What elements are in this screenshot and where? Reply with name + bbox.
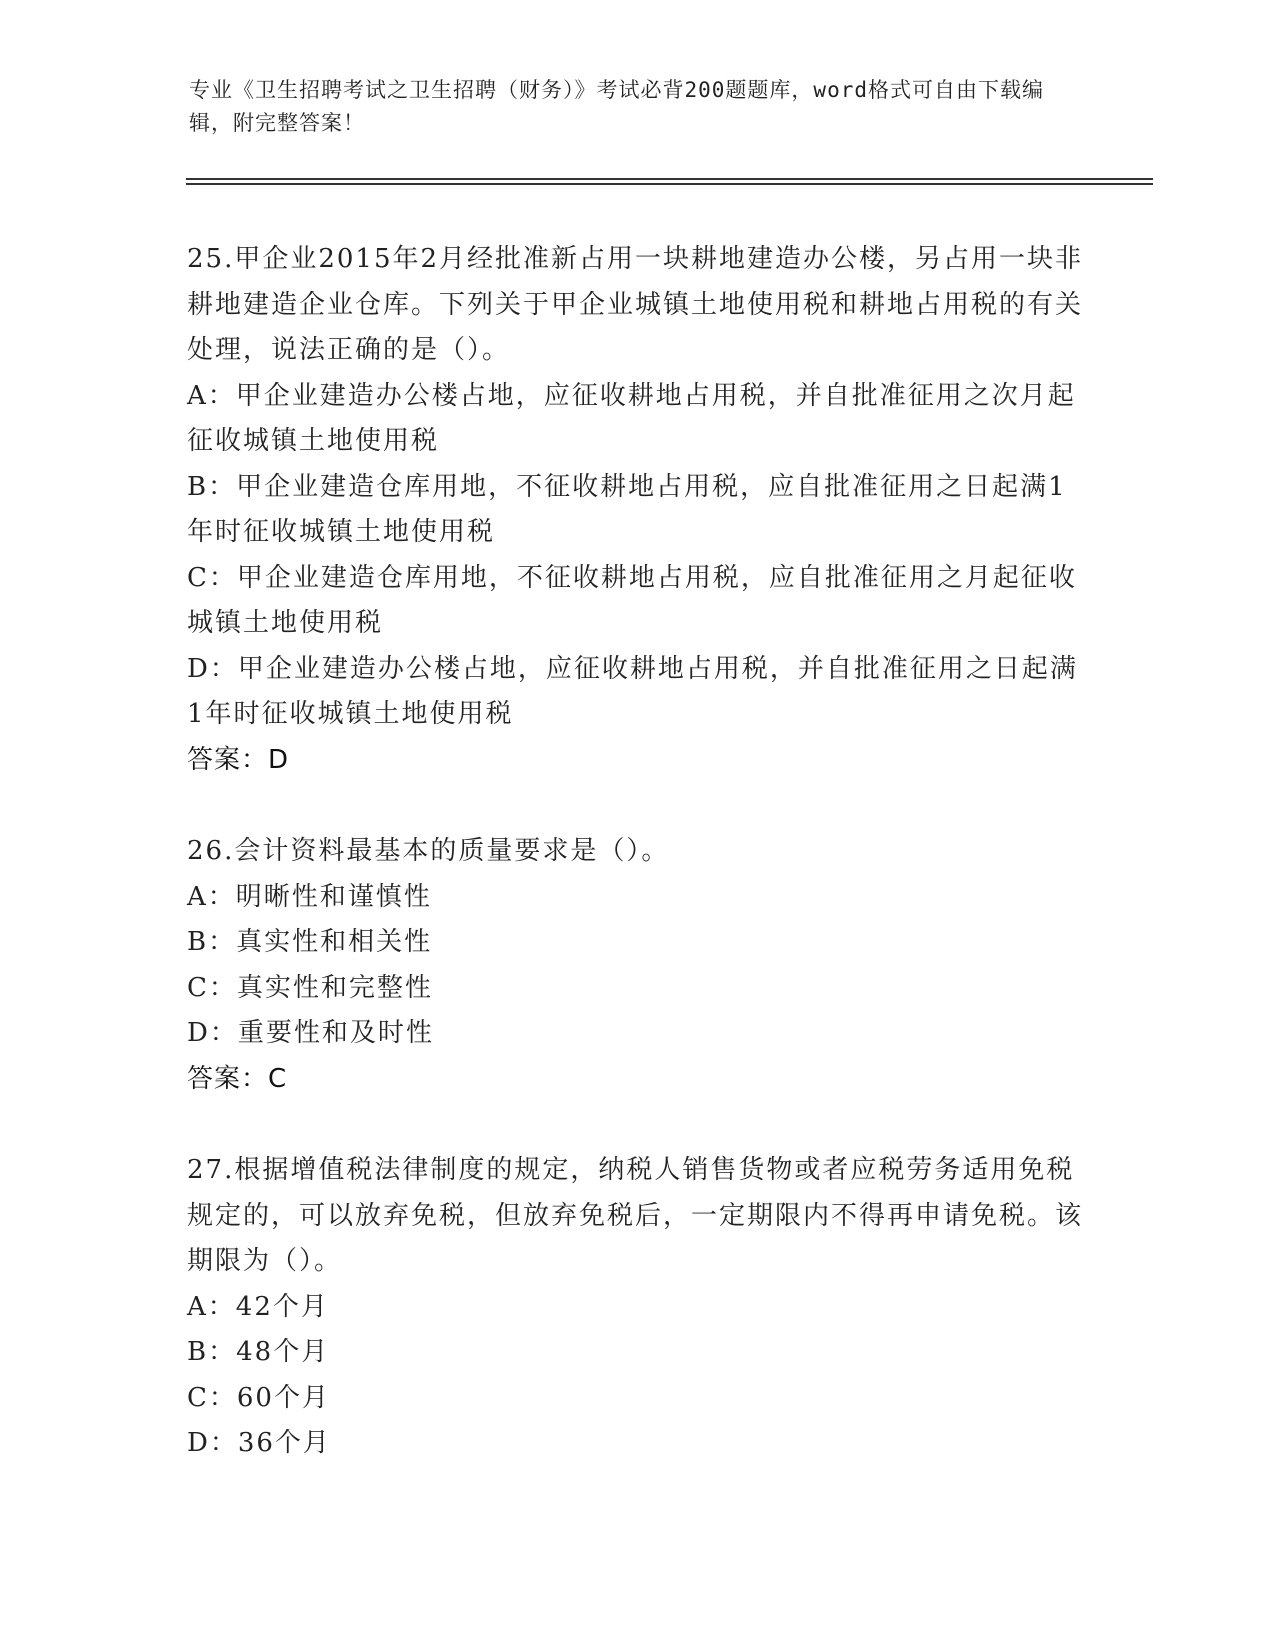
header-divider-top [186,178,1153,180]
question-text: 27.根据增值税法律制度的规定，纳税人销售货物或者应税劳务适用免税规定的，可以放弃免税，但放弃免税后，一定期限内不得再申请免税。该期限为（）。 [187,1155,1084,1276]
option-b: B：真实性和相关性 [187,927,433,957]
option-b: B：48个月 [187,1337,330,1367]
answer-label: 答案：C [187,1063,288,1094]
question-27 [187,1148,1087,1467]
option-d: D：36个月 [187,1428,331,1458]
spacer [187,1102,1087,1148]
document-intro: 专业《卫生招聘考试之卫生招聘（财务）》考试必背200题题库，word格式可自由下载编辑，附完整答案！ [189,78,1044,135]
header-divider-bottom [186,183,1153,185]
option-a: A：明晰性和谨慎性 [187,881,432,912]
option-c: C：60个月 [187,1382,330,1413]
option-c: C：真实性和完整性 [187,972,433,1003]
option-a: A：甲企业建造办公楼占地，应征收耕地占用税，并自批准征用之次月起征收城镇土地使用税 [187,380,1076,456]
option-d: D：甲企业建造办公楼占地，应征收耕地占用税，并自批准征用之日起满1年时征收城镇土地使用税 [187,653,1078,729]
question-25 [187,237,1087,783]
option-b: B：甲企业建造仓库用地，不征收耕地占用税，应自批准征用之日起满1年时征收城镇土地使用税 [187,471,1067,547]
option-a: A：42个月 [187,1291,329,1322]
option-d: D：重要性和及时性 [187,1018,434,1048]
question-text: 26.会计资料最基本的质量要求是（）。 [187,836,670,866]
spacer [187,783,1087,829]
option-c: C：甲企业建造仓库用地，不征收耕地占用税，应自批准征用之月起征收城镇土地使用税 [187,562,1077,638]
question-26 [187,829,1087,1102]
answer-label: 答案：D [187,744,290,775]
question-text: 25.甲企业2015年2月经批准新占用一块耕地建造办公楼，另占用一块非耕地建造企业仓库。下列关于甲企业城镇土地使用税和耕地占用税的有关处理，说法正确的是（）。 [187,244,1084,365]
question-list [187,237,1087,1467]
